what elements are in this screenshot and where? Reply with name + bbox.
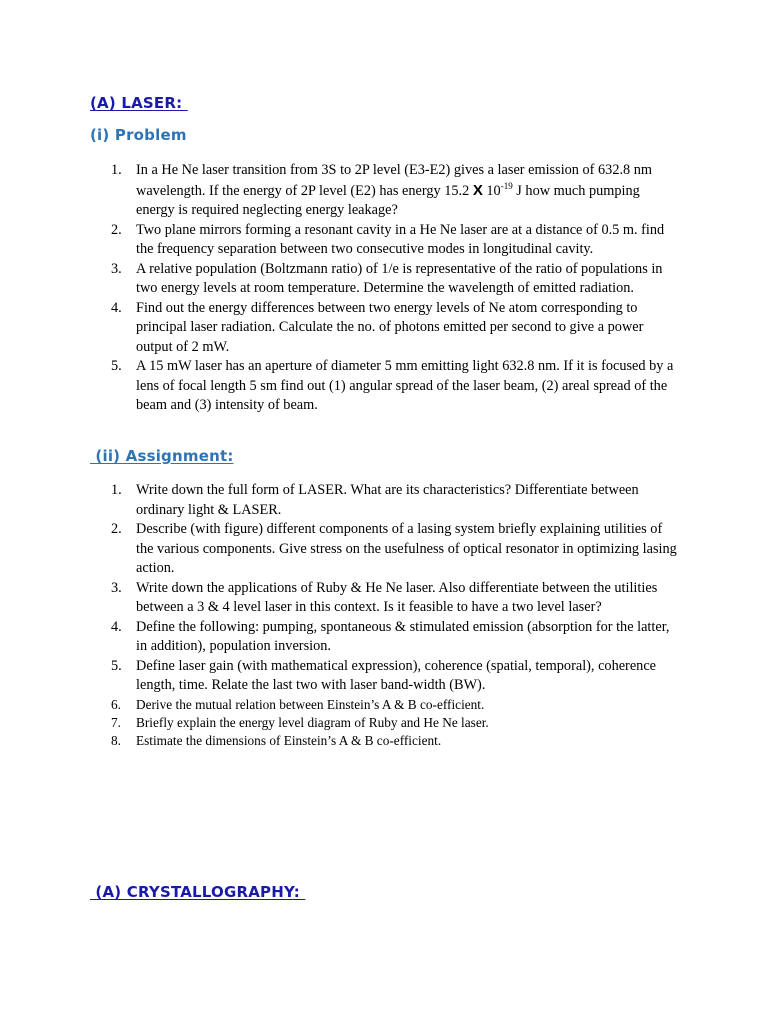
assignment-item bbox=[111, 732, 680, 750]
assignment-item bbox=[111, 657, 680, 696]
assignment-text: Write down the applications of Ruby & He Ne laser. Also differentiate between the utilities between a 3 & 4 level laser in this context. Is it feasible to have a two level laser? bbox=[136, 579, 658, 615]
assignment-number: 7. bbox=[111, 714, 121, 730]
assignment-list bbox=[111, 481, 680, 750]
problem-text: Two plane mirrors forming a resonant cavity in a He Ne laser are at a distance of 0.5 m. find the frequency separation between two consecutive modes in longitudinal cavity. bbox=[136, 221, 665, 257]
problem-text: A 15 mW laser has an aperture of diameter 5 mm emitting light 632.8 nm. If it is focused by a lens of focal length 5 sm find out (1) angular spread of the laser beam, (2) areal spread of the beam and (3) intensity of beam. bbox=[136, 358, 674, 413]
assignment-text: Describe (with figure) different components of a lasing system briefly explaining utilities of the various components. Give stress on the usefulness of optical resonator in optimizing lasing action. bbox=[136, 521, 677, 576]
assignment-number: 3. bbox=[111, 579, 122, 596]
problem-number: 3. bbox=[111, 260, 122, 277]
assignment-number: 1. bbox=[111, 482, 122, 498]
problem-item bbox=[111, 299, 680, 358]
problem-list bbox=[111, 161, 680, 416]
laser-heading: (A) LASER: bbox=[90, 94, 188, 112]
problem-item bbox=[111, 221, 680, 260]
assignment-text: Define the following: pumping, spontaneous & stimulated emission (absorption for the latter, in addition), population inversion. bbox=[136, 618, 670, 654]
problem-text: A relative population (Boltzmann ratio) of 1/e is representative of the ratio of populations in two energy levels at room temperature. Determine the wavelength of emitted radiation. bbox=[136, 260, 663, 296]
times-sign: X bbox=[472, 181, 483, 199]
assignment-item bbox=[111, 481, 680, 520]
assignment-heading: (ii) Assignment: bbox=[90, 447, 234, 465]
problem-number: 1. bbox=[111, 162, 122, 178]
problem-number: 4. bbox=[111, 299, 122, 316]
assignment-text: Estimate the dimensions of Einstein’s A & B co-efficient. bbox=[136, 732, 442, 748]
assignment-item bbox=[111, 618, 680, 657]
assignment-item bbox=[111, 520, 680, 579]
assignment-number: 6. bbox=[111, 696, 121, 712]
assignment-item bbox=[111, 696, 680, 714]
problem-item bbox=[111, 357, 680, 416]
assignment-text: Derive the mutual relation between Einstein’s A & B co-efficient. bbox=[136, 696, 485, 712]
crystallography-heading: (A) CRYSTALLOGRAPHY: bbox=[90, 883, 306, 901]
assignment-text: Briefly explain the energy level diagram of Ruby and He Ne laser. bbox=[136, 714, 489, 730]
problem-item: 1. In a He Ne laser transition from 3S to 2P level (E3-E2) gives a laser emission of 632.8 nm wavelength. If the energy of 2P level (E2) has energy 15.2 X $10^{-19}$ J how much pumping energy is required neglecting energy leakage? bbox=[111, 162, 653, 218]
assignment-text: Define laser gain (with mathematical expression), coherence (spatial, temporal), coherence length, time. Relate the last two with laser band-width (BW). bbox=[136, 657, 657, 693]
assignment-item bbox=[111, 579, 680, 618]
assignment-number: 4. bbox=[111, 618, 122, 635]
assignment-item bbox=[111, 714, 680, 732]
assignment-number: 5. bbox=[111, 657, 122, 674]
problem-number: 5. bbox=[111, 358, 122, 374]
assignment-number: 2. bbox=[111, 521, 122, 537]
problem-text: Find out the energy differences between two energy levels of Ne atom corresponding to principal laser radiation. Calculate the no. of photons emitted per second to give a power output of 2 mW. bbox=[136, 299, 644, 355]
assignment-text: Write down the full form of LASER. What are its characteristics? Differentiate between ordinary light & LASER. bbox=[136, 482, 639, 518]
problem-item bbox=[111, 260, 680, 299]
problem-number: 2. bbox=[111, 221, 122, 238]
problem-heading: (i) Problem bbox=[90, 126, 187, 144]
assignment-number: 8. bbox=[111, 732, 121, 748]
